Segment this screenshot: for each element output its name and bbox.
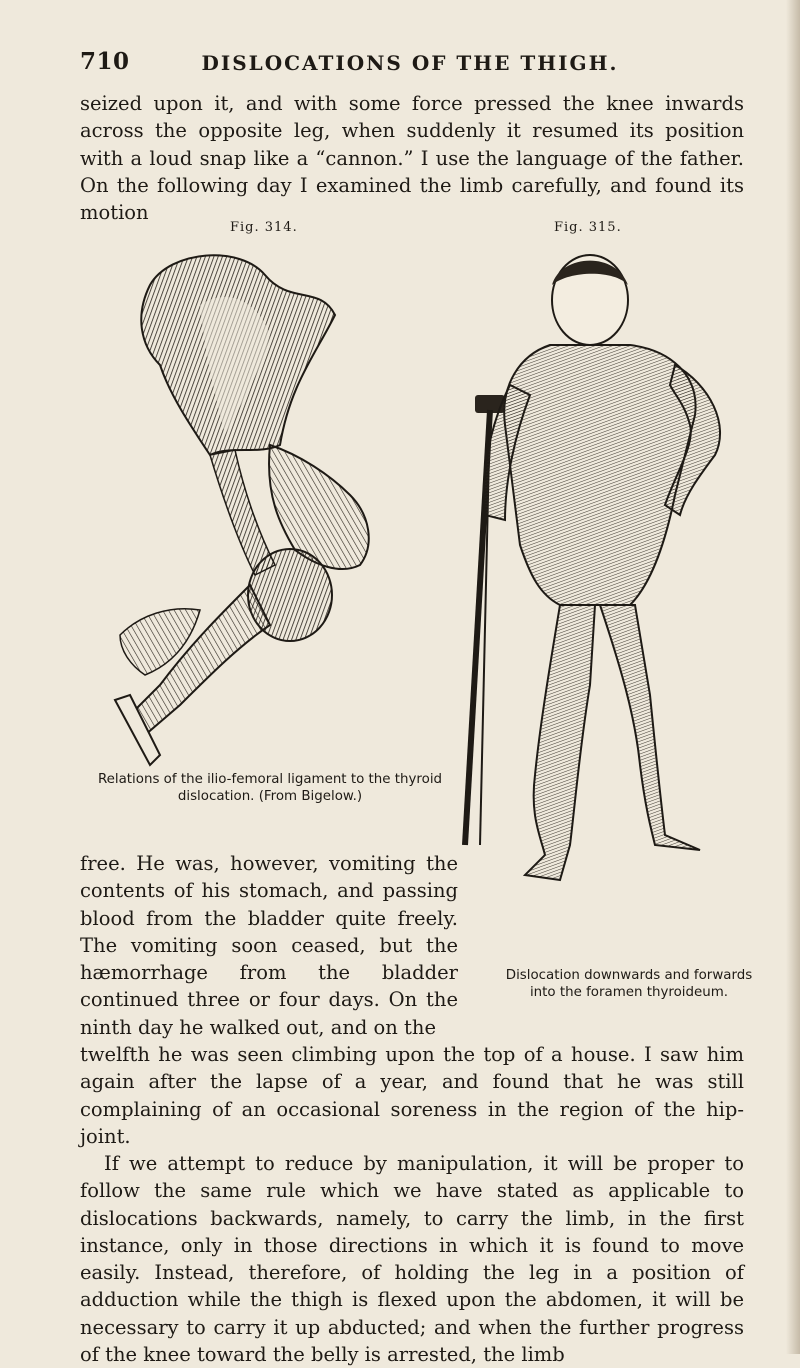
fig-314-caption: Relations of the ilio-femoral ligament to the thyroid dislocation. (From Bigelow.) bbox=[97, 772, 443, 804]
fig-314-pelvis-illustration bbox=[90, 245, 410, 775]
page-edge-shadow bbox=[786, 0, 800, 1354]
continuation-text: twelfth he was seen climbing upon the top of a house. I saw him again after the lapse of a year, and found that he was still complaining of an occasional soreness in the region of the hip-joint. bbox=[80, 1043, 744, 1148]
column-text: free. He was, however, vomiting the contents of his stomach, and passing blood from the bladder quite freely. The vomiting soon ceased, but the hæmorrhage from the bladder continued three or four days. On the ninth day he walked out, and on the bbox=[80, 852, 458, 1039]
running-head: DISLOCATIONS OF THE THIGH. bbox=[201, 51, 619, 75]
fig-315-figure-illustration bbox=[450, 245, 750, 915]
page-number: 710 bbox=[80, 48, 130, 75]
second-paragraph: If we attempt to reduce by manipulation, it will be proper to follow the same rule which we have stated as applicable to dislocations backwards, namely, to carry the limb, in the first instance, only in those directions in which it is found to move easily. Instead, therefore, of holding the leg in a position of adduction while the thigh is flexed upon the abdomen, it will be necessary to carry it up abducted; and when the further progress of the knee toward the belly is arrested, the limb bbox=[80, 1152, 744, 1367]
page-header bbox=[80, 48, 740, 80]
fig-315-caption: Dislocation downwards and forwards into the foramen thyroideum. bbox=[505, 968, 753, 1000]
fig-315-label: Fig. 315. bbox=[554, 220, 622, 235]
fig-314-label: Fig. 314. bbox=[230, 220, 298, 235]
opening-paragraph: seized upon it, and with some force pressed the knee inwards across the opposite leg, when suddenly it resumed its position with a loud snap like a “cannon.” I use the language of the father. On the following day I examined the limb carefully, and found its motion bbox=[80, 92, 744, 225]
